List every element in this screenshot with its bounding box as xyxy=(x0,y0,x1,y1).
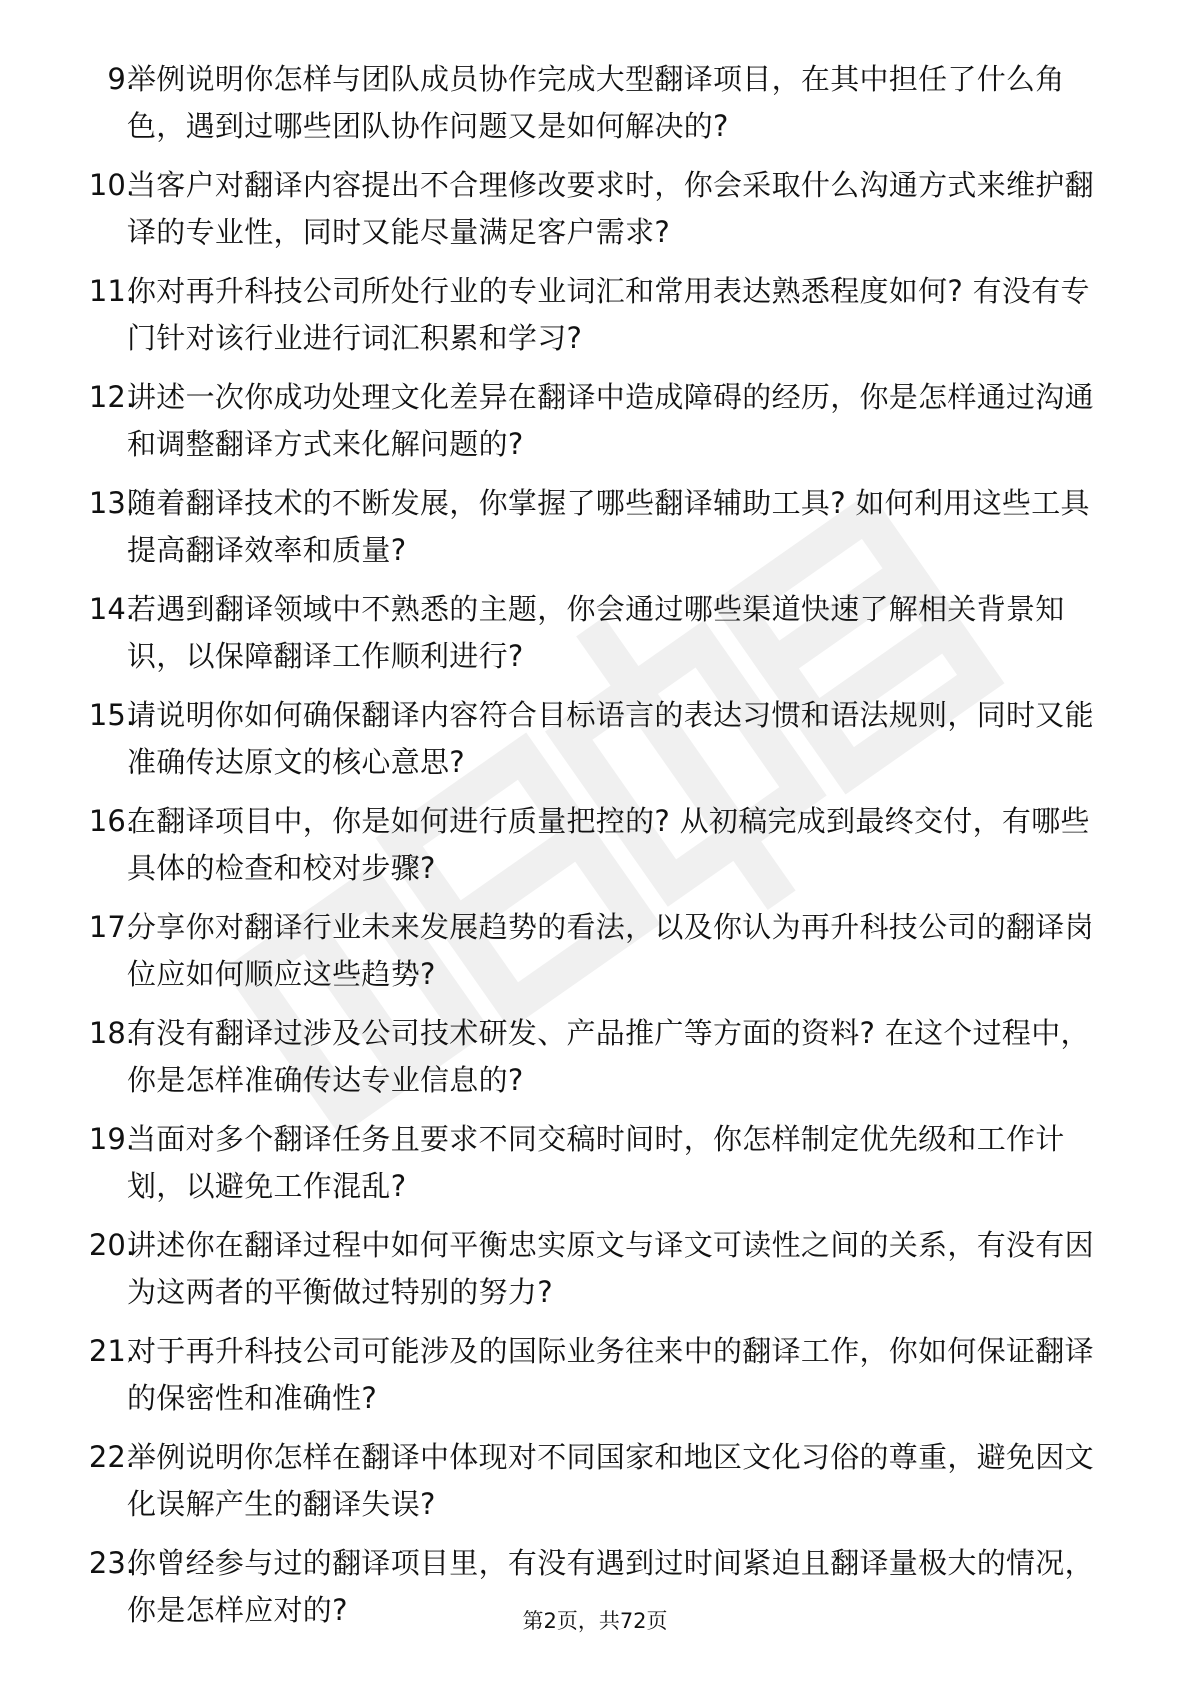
question-text: 在翻译项目中，你是如何进行质量把控的? 从初稿完成到最终交付，有哪些具体的检查和校对步骤? xyxy=(127,804,1090,885)
question-item-22 xyxy=(0,1434,1190,1540)
question-text: 请说明你如何确保翻译内容符合目标语言的表达习惯和语法规则，同时又能准确传达原文的核心意思? xyxy=(127,698,1094,779)
question-number: 19. xyxy=(88,1122,135,1156)
question-text: 分享你对翻译行业未来发展趋势的看法，以及你认为再升科技公司的翻译岗位应如何顺应这些趋势? xyxy=(127,910,1094,991)
question-item-18 xyxy=(0,1010,1190,1116)
question-item-20 xyxy=(0,1222,1190,1328)
question-text: 当客户对翻译内容提出不合理修改要求时，你会采取什么沟通方式来维护翻译的专业性，同时又能尽量满足客户需求? xyxy=(127,168,1094,249)
question-item-15 xyxy=(0,692,1190,798)
question-number: 10. xyxy=(88,168,135,202)
question-item-17 xyxy=(0,904,1190,1010)
question-text: 举例说明你怎样在翻译中体现对不同国家和地区文化习俗的尊重，避免因文化误解产生的翻译失误? xyxy=(127,1440,1094,1521)
page-number-label: 第2页，共72页 xyxy=(522,1609,668,1633)
question-text: 讲述你在翻译过程中如何平衡忠实原文与译文可读性之间的关系，有没有因为这两者的平衡做过特别的努力? xyxy=(127,1228,1094,1309)
question-text: 对于再升科技公司可能涉及的国际业务往来中的翻译工作，你如何保证翻译的保密性和准确性? xyxy=(127,1334,1094,1415)
question-item-11 xyxy=(0,268,1190,374)
question-number: 17. xyxy=(88,910,135,944)
question-text: 当面对多个翻译任务且要求不同交稿时间时，你怎样制定优先级和工作计划，以避免工作混乱? xyxy=(127,1122,1065,1203)
question-item-10 xyxy=(0,162,1190,268)
question-number: 18. xyxy=(88,1016,135,1050)
question-text: 讲述一次你成功处理文化差异在翻译中造成障碍的经历，你是怎样通过沟通和调整翻译方式来化解问题的? xyxy=(127,380,1094,461)
question-item-13 xyxy=(0,480,1190,586)
question-number: 20. xyxy=(88,1228,135,1262)
question-number: 9. xyxy=(107,62,135,96)
question-item-9 xyxy=(0,56,1190,162)
question-text: 有没有翻译过涉及公司技术研发、产品推广等方面的资料? 在这个过程中，你是怎样准确传达专业信息的? xyxy=(127,1016,1090,1097)
question-number: 12. xyxy=(88,380,135,414)
question-item-14 xyxy=(0,586,1190,692)
question-item-16 xyxy=(0,798,1190,904)
question-number: 16. xyxy=(88,804,135,838)
question-number: 14. xyxy=(88,592,135,626)
question-text: 你对再升科技公司所处行业的专业词汇和常用表达熟悉程度如何? 有没有专门针对该行业进行词汇积累和学习? xyxy=(127,274,1090,355)
question-text: 随着翻译技术的不断发展，你掌握了哪些翻译辅助工具? 如何利用这些工具提高翻译效率和质量? xyxy=(127,486,1090,567)
question-item-21 xyxy=(0,1328,1190,1434)
question-number: 11. xyxy=(88,274,135,308)
question-list xyxy=(0,56,1190,1646)
page-footer xyxy=(0,1606,1190,1636)
question-text: 你曾经参与过的翻译项目里，有没有遇到过时间紧迫且翻译量极大的情况，你是怎样应对的? xyxy=(127,1546,1094,1627)
question-text: 举例说明你怎样与团队成员协作完成大型翻译项目，在其中担任了什么角色，遇到过哪些团队协作问题又是如何解决的? xyxy=(127,62,1065,143)
question-number: 15. xyxy=(88,698,135,732)
question-item-19 xyxy=(0,1116,1190,1222)
question-number: 21. xyxy=(88,1334,135,1368)
question-number: 22. xyxy=(88,1440,135,1474)
question-number: 23. xyxy=(88,1546,135,1580)
question-text: 若遇到翻译领域中不熟悉的主题，你会通过哪些渠道快速了解相关背景知识，以保障翻译工作顺利进行? xyxy=(127,592,1065,673)
question-number: 13. xyxy=(88,486,135,520)
question-item-12 xyxy=(0,374,1190,480)
